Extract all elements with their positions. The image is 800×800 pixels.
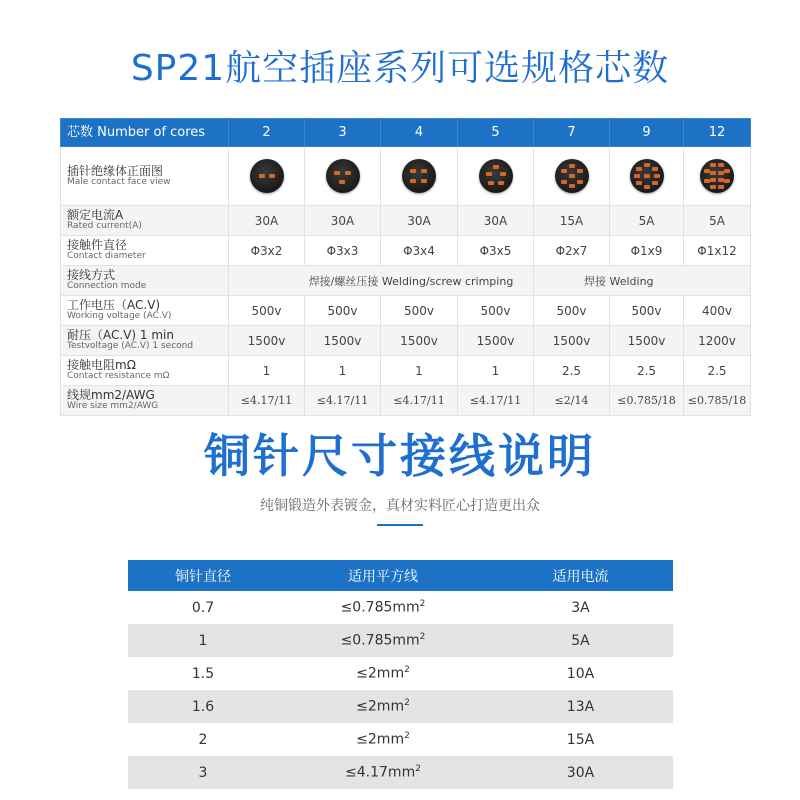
cell: 2.5 [684,356,751,386]
core-count: 9 [610,119,684,147]
row-label [61,147,229,206]
page-title: SP21航空插座系列可选规格芯数 [130,48,670,89]
divider [377,524,423,526]
superscript: 2 [404,665,410,676]
wire-value: ≤2mm [356,698,405,715]
cell: Φ3x3 [305,236,381,266]
label-en: Male contact face view [67,176,171,187]
connector-3pin-image [326,159,360,193]
face-view-row [61,147,751,206]
label-en: Wire size mm2/AWG [67,401,159,412]
cell [278,591,488,624]
cell: ≤4.17/11 [229,386,305,416]
core-count: 3 [305,119,381,147]
table-row [128,756,673,789]
wire-size-row [61,386,751,416]
label-en: Working voltage (AC.V) [67,311,172,322]
cell: Φ1x9 [610,236,684,266]
test-voltage-row [61,326,751,356]
copper-pin-table [128,560,673,789]
cell: ≤4.17/11 [381,386,458,416]
cell: 5A [684,206,751,236]
cell: 400v [684,296,751,326]
table-row [128,690,673,723]
table-row [128,624,673,657]
cell: 1 [229,356,305,386]
core-count: 12 [684,119,751,147]
core-count: 4 [381,119,458,147]
connection-welding-crimping: 焊接/螺丝压接 Welding/screw crimping [229,266,534,296]
wire-value: ≤2mm [356,731,405,748]
label-zh: 工作电压（AC.V) [67,298,161,313]
table-row [128,657,673,690]
cell: 3 [128,756,278,789]
cell [278,657,488,690]
cell [278,690,488,723]
superscript: 2 [404,731,410,742]
label-zh: 插针绝缘体正面图 [67,163,164,178]
label-en: Testvoltage (AC.V) 1 second [67,341,194,352]
cell: 30A [458,206,534,236]
label-zh: 接线方式 [67,268,116,283]
connector-12pin-image [700,159,734,193]
table-row [128,591,673,624]
table-row [128,723,673,756]
cell: Φ3x4 [381,236,458,266]
label-en: Connection mode [67,281,147,292]
copper-table-header [128,560,673,591]
header-cell: 铜针直径 [128,560,278,591]
cell: 10A [566,665,595,682]
wire-value: ≤4.17mm [345,764,416,781]
cell: 500v [610,296,684,326]
connector-5pin-image [479,159,513,193]
contact-diameter-row [61,236,751,266]
cell: 1.6 [128,690,278,723]
cell: 2.5 [534,356,610,386]
label-zh: 额定电流A [67,208,124,223]
cell: 500v [381,296,458,326]
cell: 1 [305,356,381,386]
cell: ≤0.785/18 [684,386,751,416]
label-en: Contact diameter [67,251,146,262]
cell: 30A [381,206,458,236]
cell: 15A [566,731,595,748]
label-en: Contact resistance mΩ [67,371,170,382]
superscript: 2 [415,764,421,775]
cell: 1500v [458,326,534,356]
cell [278,756,488,789]
header-cell: 适用电流 [488,560,673,591]
cell: 1200v [684,326,751,356]
spec-table [60,118,751,416]
cell: 3A [571,599,590,616]
label-zh: 接触电阻mΩ [67,358,136,373]
label-en: Rated current(A) [67,221,142,232]
cell: 1.5 [191,665,215,682]
cell: 1500v [381,326,458,356]
wire-value: ≤0.785mm [340,632,420,649]
cell: 500v [229,296,305,326]
cell: ≤0.785/18 [610,386,684,416]
cell: 500v [305,296,381,326]
core-count: 7 [534,119,610,147]
cell: 1500v [305,326,381,356]
connection-mode-row [61,266,751,296]
working-voltage-row [61,296,751,326]
label-zh: 线规mm2/AWG [67,388,155,403]
section-title: 铜针尺寸接线说明 [204,429,596,483]
cell: Φ3x2 [229,236,305,266]
spec-header-row [61,119,751,147]
cell: 2.5 [610,356,684,386]
superscript: 2 [419,599,426,610]
connector-4pin-image [402,159,436,193]
connector-7pin-image [555,159,589,193]
cores-header-label: 芯数 Number of cores [61,119,229,147]
core-count: 5 [458,119,534,147]
core-count: 2 [229,119,305,147]
cell: Φ3x5 [458,236,534,266]
connector-9pin-image [630,159,664,193]
cell: 30A [488,756,673,789]
cell: Φ2x7 [534,236,610,266]
cell: Φ1x12 [684,236,751,266]
rated-current-row [61,206,751,236]
cell: ≤2/14 [534,386,610,416]
contact-resistance-row [61,356,751,386]
connector-2pin-image [250,159,284,193]
header-cell: 适用平方线 [278,560,488,591]
cell: 500v [534,296,610,326]
superscript: 2 [419,632,426,643]
wire-value: ≤0.785mm [340,599,420,616]
cell: 5A [610,206,684,236]
cell: ≤4.17/11 [305,386,381,416]
cell: 0.7 [191,599,215,616]
wire-value: ≤2mm [356,665,405,682]
cell [278,723,488,756]
connection-welding: 焊接 Welding [534,266,751,296]
cell: 1 [458,356,534,386]
label-zh: 接触件直径 [67,238,128,253]
cell: 5A [488,624,673,657]
cell: 13A [488,690,673,723]
label-zh: 耐压（AC.V) 1 min [67,328,174,343]
cell: 30A [305,206,381,236]
cell: 2 [198,731,208,748]
section-subtitle: 纯铜锻造外表镀金，真材实料匠心打造更出众 [260,498,540,514]
cell [278,624,488,657]
cell: 1500v [534,326,610,356]
cell: 1 [381,356,458,386]
superscript: 2 [404,698,410,709]
cell: 1 [128,624,278,657]
cell: 30A [229,206,305,236]
cell: ≤4.17/11 [458,386,534,416]
cell: 1500v [610,326,684,356]
cell: 1500v [229,326,305,356]
cell: 15A [534,206,610,236]
cell: 500v [458,296,534,326]
